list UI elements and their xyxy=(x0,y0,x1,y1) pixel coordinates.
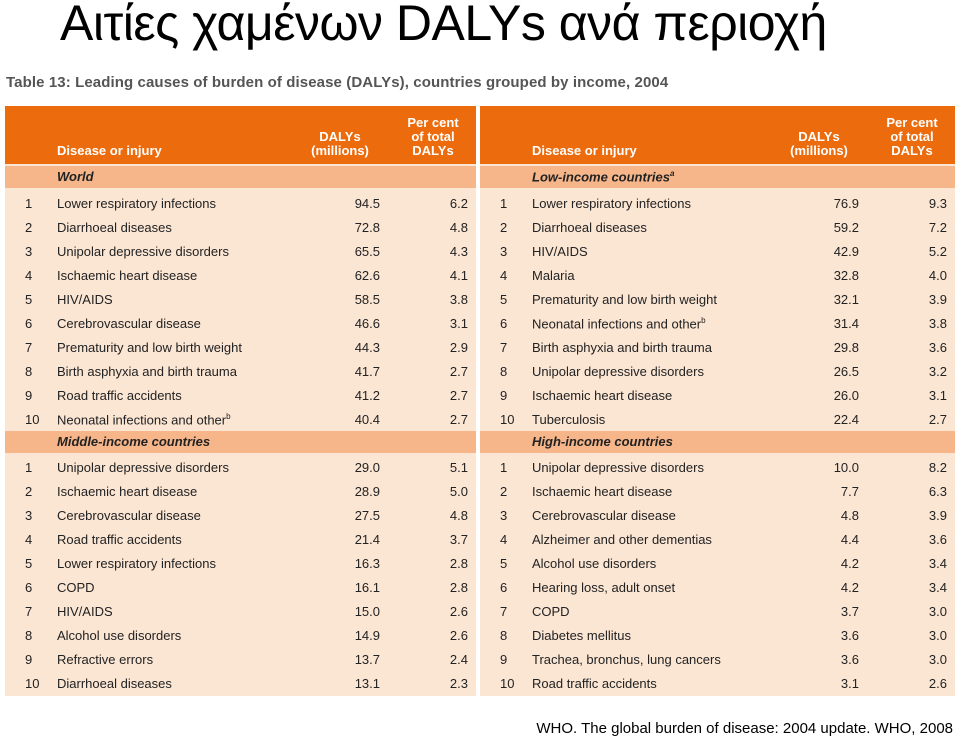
header-row-right xyxy=(480,106,955,164)
disease-cell: Birth asphyxia and birth trauma xyxy=(57,364,237,379)
rank-cell: 10 xyxy=(25,676,40,691)
table-row xyxy=(480,575,955,599)
rank-cell: 4 xyxy=(25,532,33,547)
rows-high xyxy=(480,455,955,695)
disease-cell: Prematurity and low birth weight xyxy=(57,340,242,355)
rank-cell: 3 xyxy=(25,508,33,523)
disease-cell: Prematurity and low birth weight xyxy=(532,292,717,307)
rank-cell: 9 xyxy=(500,652,508,667)
dalys-cell: 59.2 xyxy=(833,220,859,235)
dalys-cell: 14.9 xyxy=(354,628,380,643)
percent-cell: 3.0 xyxy=(928,628,947,643)
rank-cell: 10 xyxy=(25,412,40,427)
header-disease: Disease or injury xyxy=(532,143,637,158)
rank-cell: 8 xyxy=(25,628,33,643)
table-row xyxy=(480,359,955,383)
percent-cell: 4.3 xyxy=(449,244,468,259)
dalys-cell: 10.0 xyxy=(833,460,859,475)
percent-cell: 3.4 xyxy=(928,556,947,571)
group-label: World xyxy=(57,169,94,184)
percent-cell: 3.1 xyxy=(928,388,947,403)
table-row xyxy=(5,287,476,311)
dalys-cell: 72.8 xyxy=(354,220,380,235)
dalys-cell: 22.4 xyxy=(833,412,859,427)
disease-cell: Unipolar depressive disorders xyxy=(532,364,704,379)
dalys-cell: 32.1 xyxy=(833,292,859,307)
disease-cell: Road traffic accidents xyxy=(57,388,182,403)
table-row xyxy=(480,647,955,671)
rank-cell: 3 xyxy=(500,508,508,523)
slide-title: Αιτίες χαμένων DALYs ανά περιοχή xyxy=(60,0,827,51)
table-row xyxy=(5,191,476,215)
disease-cell: Diarrhoeal diseases xyxy=(57,676,172,691)
percent-cell: 3.8 xyxy=(928,316,947,331)
rank-cell: 5 xyxy=(25,292,33,307)
source-citation: WHO. The global burden of disease: 2004 update. WHO, 2008 xyxy=(536,720,953,737)
rank-cell: 4 xyxy=(25,268,33,283)
rank-cell: 4 xyxy=(500,268,508,283)
dalys-cell: 62.6 xyxy=(354,268,380,283)
disease-cell: Diabetes mellitus xyxy=(532,628,631,643)
disease-cell: Unipolar depressive disorders xyxy=(57,244,229,259)
percent-cell: 2.3 xyxy=(449,676,468,691)
disease-cell: Diarrhoeal diseases xyxy=(57,220,172,235)
dalys-cell: 31.4 xyxy=(833,316,859,331)
dalys-cell: 32.8 xyxy=(833,268,859,283)
rank-cell: 1 xyxy=(500,196,508,211)
header-dalys: DALYs (millions) xyxy=(790,129,848,158)
table-row xyxy=(480,671,955,695)
dalys-cell: 3.6 xyxy=(840,652,859,667)
table-row xyxy=(5,647,476,671)
table-row xyxy=(480,551,955,575)
percent-cell: 2.7 xyxy=(928,412,947,427)
table-row xyxy=(5,575,476,599)
disease-cell: Road traffic accidents xyxy=(57,532,182,547)
rows-middle xyxy=(5,455,476,695)
table-row xyxy=(5,527,476,551)
percent-cell: 3.9 xyxy=(928,508,947,523)
table-row xyxy=(480,335,955,359)
dalys-cell: 28.9 xyxy=(354,484,380,499)
percent-cell: 2.4 xyxy=(449,652,468,667)
dalys-cell: 13.7 xyxy=(354,652,380,667)
rank-cell: 10 xyxy=(500,676,515,691)
disease-cell: Lower respiratory infections xyxy=(532,196,691,211)
percent-cell: 3.2 xyxy=(928,364,947,379)
table-row xyxy=(480,407,955,431)
dalys-cell: 26.0 xyxy=(833,388,859,403)
dalys-cell: 3.6 xyxy=(840,628,859,643)
disease-cell: Unipolar depressive disorders xyxy=(532,460,704,475)
disease-cell: Cerebrovascular disease xyxy=(532,508,676,523)
percent-cell: 6.2 xyxy=(449,196,468,211)
table-row xyxy=(480,479,955,503)
table-row xyxy=(480,239,955,263)
header-dalys: DALYs (millions) xyxy=(311,129,369,158)
dalys-cell: 16.3 xyxy=(354,556,380,571)
rank-cell: 2 xyxy=(500,220,508,235)
rank-cell: 2 xyxy=(25,220,33,235)
percent-cell: 3.0 xyxy=(928,652,947,667)
table-row xyxy=(5,503,476,527)
dalys-cell: 21.4 xyxy=(354,532,380,547)
dalys-cell: 15.0 xyxy=(354,604,380,619)
percent-cell: 3.9 xyxy=(928,292,947,307)
percent-cell: 7.2 xyxy=(928,220,947,235)
percent-cell: 5.1 xyxy=(449,460,468,475)
rank-cell: 9 xyxy=(25,652,33,667)
table-row xyxy=(480,191,955,215)
left-panel xyxy=(5,106,476,696)
table-row xyxy=(480,383,955,407)
percent-cell: 2.8 xyxy=(449,580,468,595)
disease-cell: Alzheimer and other dementias xyxy=(532,532,712,547)
rank-cell: 3 xyxy=(25,244,33,259)
disease-cell: Ischaemic heart disease xyxy=(57,268,198,283)
dalys-cell: 26.5 xyxy=(833,364,859,379)
table-row xyxy=(480,503,955,527)
percent-cell: 3.7 xyxy=(449,532,468,547)
disease-cell: Cerebrovascular disease xyxy=(57,316,201,331)
dalys-cell: 16.1 xyxy=(354,580,380,595)
dalys-cell: 29.8 xyxy=(833,340,859,355)
disease-cell: Ischaemic heart disease xyxy=(532,388,673,403)
disease-cell: Birth asphyxia and birth trauma xyxy=(532,340,712,355)
rank-cell: 8 xyxy=(500,628,508,643)
table-caption: Table 13: Leading causes of burden of disease (DALYs), countries grouped by income, 2004 xyxy=(6,74,669,91)
disease-cell: HIV/AIDS xyxy=(57,604,113,619)
disease-cell: Refractive errors xyxy=(57,652,154,667)
percent-cell: 4.1 xyxy=(449,268,468,283)
dalys-cell: 4.2 xyxy=(840,580,859,595)
disease-cell: Alcohol use disorders xyxy=(532,556,657,571)
table-row xyxy=(5,479,476,503)
dalys-cell: 76.9 xyxy=(833,196,859,211)
percent-cell: 4.8 xyxy=(449,508,468,523)
header-percent: Per cent of total DALYs xyxy=(407,115,459,158)
rows-world xyxy=(5,191,476,431)
table-row xyxy=(5,623,476,647)
group-header-low xyxy=(480,166,955,188)
percent-cell: 4.8 xyxy=(449,220,468,235)
dalys-cell: 13.1 xyxy=(354,676,380,691)
table-row xyxy=(5,551,476,575)
table-row xyxy=(480,527,955,551)
group-header-high xyxy=(480,431,955,453)
rank-cell: 4 xyxy=(500,532,508,547)
dalys-cell: 3.7 xyxy=(840,604,859,619)
table-row xyxy=(5,407,476,431)
rank-cell: 6 xyxy=(500,580,508,595)
table-row xyxy=(5,263,476,287)
rank-cell: 6 xyxy=(500,316,508,331)
rank-cell: 6 xyxy=(25,580,33,595)
rank-cell: 5 xyxy=(500,292,508,307)
table-row xyxy=(5,311,476,335)
dalys-cell: 40.4 xyxy=(354,412,380,427)
rank-cell: 9 xyxy=(500,388,508,403)
rank-cell: 3 xyxy=(500,244,508,259)
table-row xyxy=(480,287,955,311)
dalys-cell: 65.5 xyxy=(354,244,380,259)
dalys-table xyxy=(5,106,955,696)
group-header-middle xyxy=(5,431,476,453)
dalys-cell: 44.3 xyxy=(354,340,380,355)
percent-cell: 3.0 xyxy=(928,604,947,619)
dalys-cell: 94.5 xyxy=(354,196,380,211)
disease-cell: Neonatal infections and other$^b$ xyxy=(532,316,706,332)
rank-cell: 7 xyxy=(25,604,33,619)
table-row xyxy=(5,455,476,479)
disease-cell: Lower respiratory infections xyxy=(57,196,216,211)
table-row xyxy=(480,215,955,239)
rank-cell: 2 xyxy=(500,484,508,499)
percent-cell: 2.6 xyxy=(449,628,468,643)
disease-cell: Ischaemic heart disease xyxy=(532,484,673,499)
table-row xyxy=(480,263,955,287)
percent-cell: 6.3 xyxy=(928,484,947,499)
group-header-world xyxy=(5,166,476,188)
rank-cell: 5 xyxy=(25,556,33,571)
rank-cell: 8 xyxy=(500,364,508,379)
disease-cell: Malaria xyxy=(532,268,575,283)
dalys-cell: 42.9 xyxy=(833,244,859,259)
table-row xyxy=(5,335,476,359)
disease-cell: Hearing loss, adult onset xyxy=(532,580,676,595)
percent-cell: 2.7 xyxy=(449,412,468,427)
percent-cell: 2.6 xyxy=(449,604,468,619)
table-row xyxy=(5,599,476,623)
dalys-cell: 3.1 xyxy=(840,676,859,691)
rank-cell: 9 xyxy=(25,388,33,403)
rank-cell: 1 xyxy=(25,460,33,475)
header-disease: Disease or injury xyxy=(57,143,162,158)
table-row xyxy=(480,311,955,335)
rank-cell: 7 xyxy=(500,604,508,619)
rank-cell: 7 xyxy=(25,340,33,355)
disease-cell: HIV/AIDS xyxy=(57,292,113,307)
percent-cell: 2.8 xyxy=(449,556,468,571)
group-label: Low-income countries$^a$ xyxy=(532,169,675,185)
rank-cell: 10 xyxy=(500,412,515,427)
dalys-cell: 46.6 xyxy=(354,316,380,331)
percent-cell: 8.2 xyxy=(928,460,947,475)
percent-cell: 4.0 xyxy=(928,268,947,283)
dalys-cell: 41.7 xyxy=(354,364,380,379)
disease-cell: Tuberculosis xyxy=(532,412,606,427)
percent-cell: 5.2 xyxy=(928,244,947,259)
disease-cell: Road traffic accidents xyxy=(532,676,657,691)
disease-cell: Diarrhoeal diseases xyxy=(532,220,647,235)
dalys-cell: 4.4 xyxy=(840,532,859,547)
disease-cell: Neonatal infections and other$^b$ xyxy=(57,412,231,428)
dalys-cell: 58.5 xyxy=(354,292,380,307)
table-row xyxy=(480,623,955,647)
disease-cell: Unipolar depressive disorders xyxy=(57,460,229,475)
header-row-left xyxy=(5,106,476,164)
disease-cell: Lower respiratory infections xyxy=(57,556,216,571)
rank-cell: 7 xyxy=(500,340,508,355)
dalys-cell: 4.8 xyxy=(840,508,859,523)
disease-cell: COPD xyxy=(57,580,95,595)
right-panel xyxy=(480,106,955,696)
table-row xyxy=(480,455,955,479)
table-row xyxy=(5,239,476,263)
rank-cell: 8 xyxy=(25,364,33,379)
table-row xyxy=(5,359,476,383)
percent-cell: 3.1 xyxy=(449,316,468,331)
percent-cell: 2.6 xyxy=(928,676,947,691)
rank-cell: 1 xyxy=(25,196,33,211)
percent-cell: 2.7 xyxy=(449,364,468,379)
table-row xyxy=(5,671,476,695)
percent-cell: 3.6 xyxy=(928,340,947,355)
header-percent: Per cent of total DALYs xyxy=(886,115,938,158)
dalys-cell: 29.0 xyxy=(354,460,380,475)
group-label: High-income countries xyxy=(532,434,673,449)
disease-cell: Alcohol use disorders xyxy=(57,628,182,643)
percent-cell: 3.4 xyxy=(928,580,947,595)
rank-cell: 5 xyxy=(500,556,508,571)
percent-cell: 2.7 xyxy=(449,388,468,403)
dalys-cell: 41.2 xyxy=(354,388,380,403)
percent-cell: 3.6 xyxy=(928,532,947,547)
percent-cell: 2.9 xyxy=(449,340,468,355)
rows-low xyxy=(480,191,955,431)
percent-cell: 3.8 xyxy=(449,292,468,307)
disease-cell: COPD xyxy=(532,604,570,619)
disease-cell: HIV/AIDS xyxy=(532,244,588,259)
percent-cell: 9.3 xyxy=(928,196,947,211)
rank-cell: 2 xyxy=(25,484,33,499)
percent-cell: 5.0 xyxy=(449,484,468,499)
disease-cell: Cerebrovascular disease xyxy=(57,508,201,523)
table-row xyxy=(480,599,955,623)
rank-cell: 1 xyxy=(500,460,508,475)
table-row xyxy=(5,215,476,239)
group-label: Middle-income countries xyxy=(57,434,211,449)
dalys-cell: 4.2 xyxy=(840,556,859,571)
disease-cell: Trachea, bronchus, lung cancers xyxy=(532,652,721,667)
dalys-cell: 7.7 xyxy=(840,484,859,499)
table-row xyxy=(5,383,476,407)
dalys-cell: 27.5 xyxy=(354,508,380,523)
rank-cell: 6 xyxy=(25,316,33,331)
disease-cell: Ischaemic heart disease xyxy=(57,484,198,499)
